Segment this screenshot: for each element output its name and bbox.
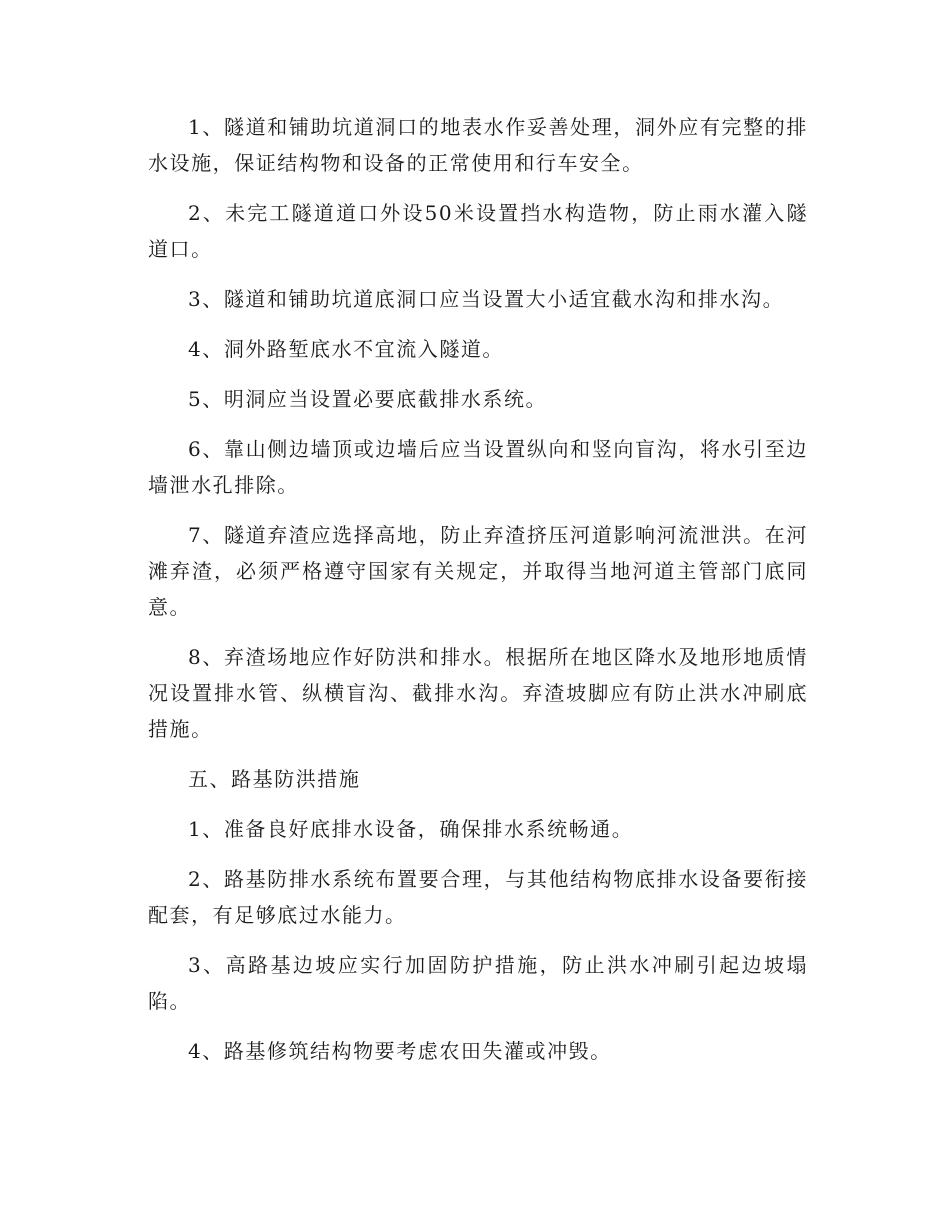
section-heading-subgrade-flood-control: 五、路基防洪措施 [188,767,361,791]
paragraph-intercepting-ditch: 3、隧道和铺助坑道底洞口应当设置大小适宜截水沟和排水沟。 [188,287,785,311]
paragraph-tunnel-portal-drainage: 1、隧道和铺助坑道洞口的地表水作妥善处理，洞外应有完整的排水设施，保证结构物和设备的正常使用和行车安全。 [148,115,808,175]
paragraph-drainage-layout: 2、路基防排水系统布置要合理，与其他结构物底排水设备要衔接配套，有足够底过水能力。 [148,867,808,927]
paragraph-blind-ditch: 6、靠山侧边墙顶或边墙后应当设置纵向和竖向盲沟，将水引至边墙泄水孔排除。 [148,437,808,497]
paragraph-open-cut-tunnel: 5、明洞应当设置必要底截排水系统。 [188,387,548,411]
paragraph-drainage-equipment: 1、准备良好底排水设备，确保排水系统畅通。 [188,817,634,841]
paragraph-spoil-site-selection: 7、隧道弃渣应选择高地，防止弃渣挤压河道影响河流泄洪。在河滩弃渣，必须严格遵守国家有关规定，并取得当地河道主管部门底同意。 [148,523,808,619]
paragraph-cutting-water: 4、洞外路堑底水不宜流入隧道。 [188,337,504,361]
paragraph-slope-protection: 3、高路基边坡应实行加固防护措施，防止洪水冲刷引起边坡塌陷。 [148,953,808,1013]
document-body [148,109,808,1083]
paragraph-spoil-site-drainage: 8、弃渣场地应作好防洪和排水。根据所在地区降水及地形地质情况设置排水管、纵横盲沟、截排水沟。弃渣坡脚应有防止洪水冲刷底措施。 [148,645,808,741]
paragraph-water-retaining-structure: 2、未完工隧道道口外设50米设置挡水构造物，防止雨水灌入隧道口。 [148,201,808,261]
paragraph-farmland-irrigation: 4、路基修筑结构物要考虑农田失灌或冲毁。 [188,1039,612,1063]
